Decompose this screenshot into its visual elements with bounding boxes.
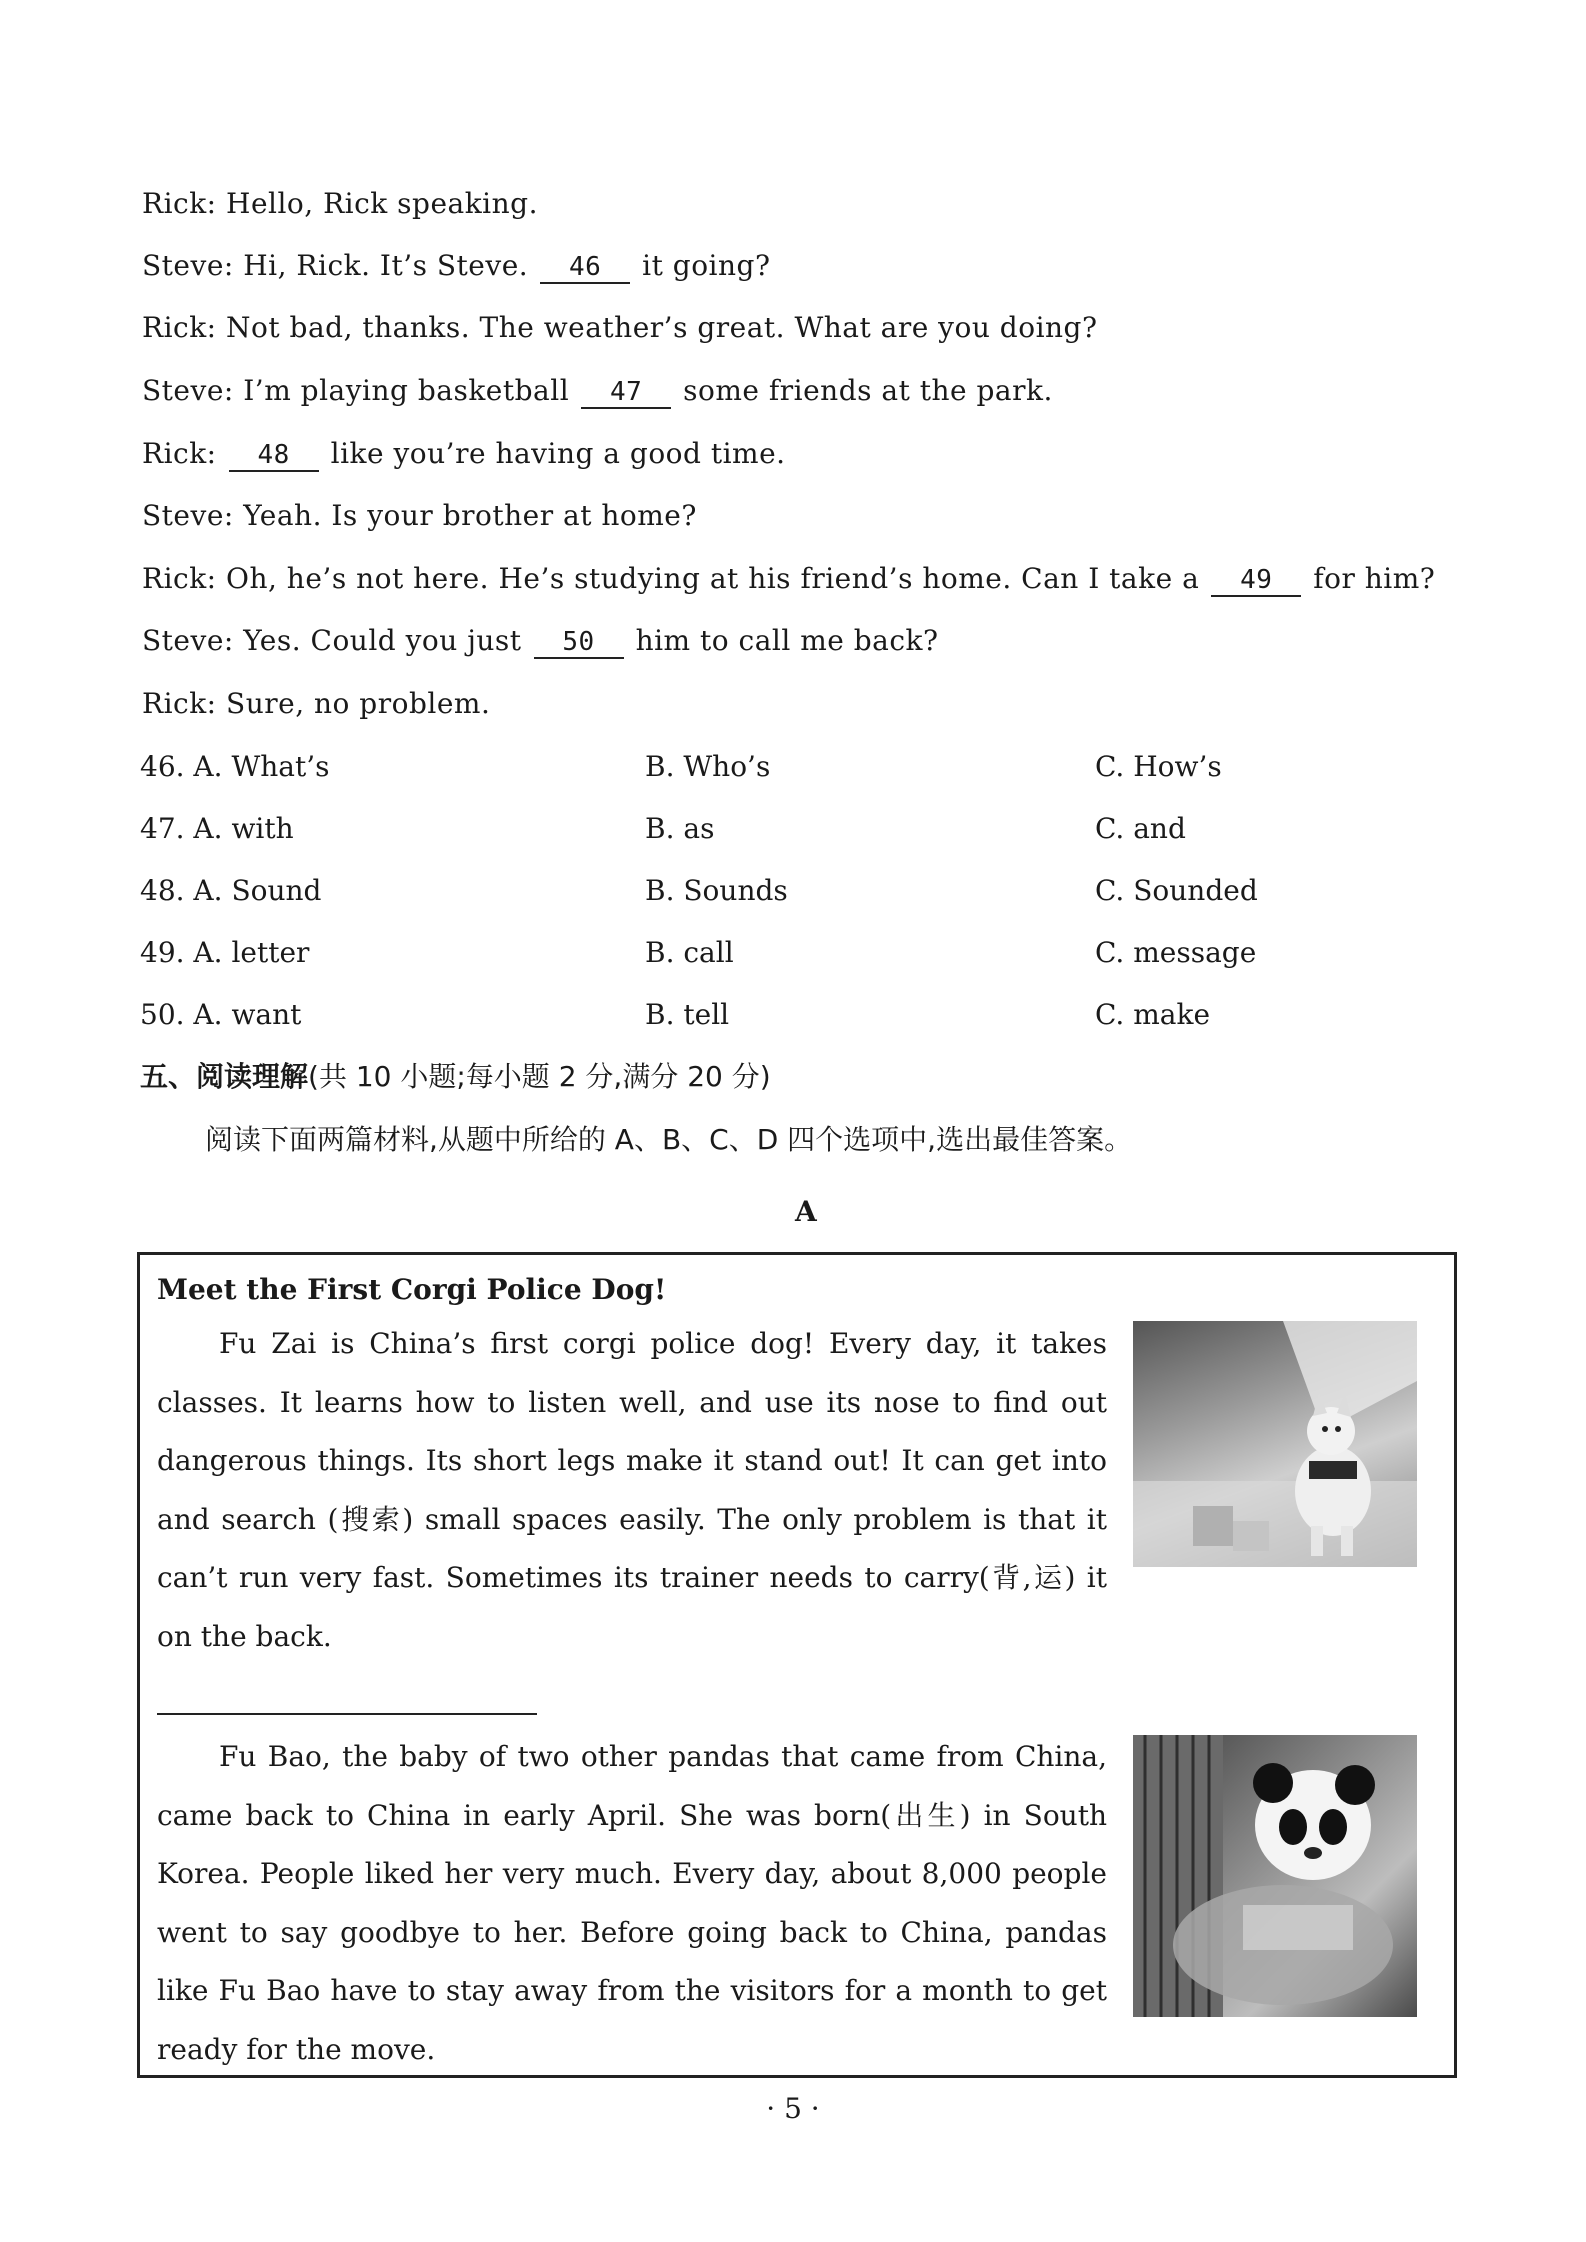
option-c[interactable]: C. and xyxy=(1095,812,1186,845)
dialogue-text: Rick: Hello, Rick speaking. xyxy=(142,187,538,220)
panda-photo xyxy=(1133,1735,1417,2017)
dialogue-text: Rick: Sure, no problem. xyxy=(142,687,491,720)
option-c[interactable]: C. message xyxy=(1095,936,1257,969)
dialogue-text: it going? xyxy=(642,249,771,282)
dialogue-line-4 xyxy=(142,374,1053,409)
option-a[interactable]: 50. A. want xyxy=(140,998,302,1031)
dialogue-line-6 xyxy=(142,499,697,532)
option-c[interactable]: C. How’s xyxy=(1095,750,1222,783)
dialogue-text: some friends at the park. xyxy=(683,374,1053,407)
answer-blank-48[interactable]: 48 xyxy=(229,440,319,472)
option-b[interactable]: B. Who’s xyxy=(645,750,771,783)
dialogue-line-3 xyxy=(142,311,1098,344)
answer-blank-50[interactable]: 50 xyxy=(534,627,624,659)
option-a[interactable]: 48. A. Sound xyxy=(140,874,322,907)
option-row-48 xyxy=(140,874,1440,914)
option-a[interactable]: 47. A. with xyxy=(140,812,294,845)
dialogue-line-2 xyxy=(142,249,770,284)
dialogue-text: Rick: xyxy=(142,437,217,470)
passage-paragraph-2: Fu Bao, the baby of two other pandas that came from China, came back to China in early April. She was born(出生) in South Korea. People liked her very much. Every day, about 8,000 people went to say goodbye to her. Before going back to China, pandas like Fu Bao have to stay away from the visitors for a month to get ready for the move. xyxy=(157,1740,1107,2066)
option-a[interactable]: 46. A. What’s xyxy=(140,750,330,783)
dialogue-text: Steve: Yes. Could you just xyxy=(142,624,522,657)
dialogue-line-9 xyxy=(142,687,490,720)
option-row-47 xyxy=(140,812,1440,852)
dialogue-text: Rick: Oh, he’s not here. He’s studying at his friend’s home. Can I take a xyxy=(142,562,1200,595)
section-title: 五、阅读理解 xyxy=(140,1060,309,1093)
dialogue-text: like you’re having a good time. xyxy=(330,437,786,470)
passage-label: A xyxy=(795,1195,817,1228)
dialogue-line-1 xyxy=(142,187,538,220)
passage-divider xyxy=(157,1713,537,1715)
option-b[interactable]: B. call xyxy=(645,936,734,969)
dialogue-text: Steve: Yeah. Is your brother at home? xyxy=(142,499,697,532)
dialogue-text: Steve: I’m playing basketball xyxy=(142,374,570,407)
section-instruction: 阅读下面两篇材料,从题中所给的 A、B、C、D 四个选项中,选出最佳答案。 xyxy=(205,1123,1133,1156)
option-b[interactable]: B. tell xyxy=(645,998,730,1031)
corgi-dog-illustration xyxy=(1133,1321,1417,1567)
option-a[interactable]: 49. A. letter xyxy=(140,936,310,969)
section-heading xyxy=(140,1055,771,1095)
option-row-46 xyxy=(140,750,1440,790)
dialogue-text: Rick: Not bad, thanks. The weather’s great. What are you doing? xyxy=(142,311,1098,344)
answer-blank-49[interactable]: 49 xyxy=(1211,565,1301,597)
passage-paragraph-1: Fu Zai is China’s first corgi police dog! Every day, it takes classes. It learns how to listen well, and use its nose to find out dangerous things. Its short legs make it stand out! It can get into and search (搜索) small spaces easily. The only problem is that it can’t run very fast. Sometimes its trainer needs to carry(背,运) it on the back. xyxy=(157,1327,1107,1653)
option-c[interactable]: C. make xyxy=(1095,998,1211,1031)
option-c[interactable]: C. Sounded xyxy=(1095,874,1258,907)
answer-blank-47[interactable]: 47 xyxy=(581,377,671,409)
answer-blank-46[interactable]: 46 xyxy=(540,252,630,284)
page-number: · 5 · xyxy=(766,2092,820,2125)
option-b[interactable]: B. as xyxy=(645,812,715,845)
option-row-50 xyxy=(140,998,1440,1038)
option-b[interactable]: B. Sounds xyxy=(645,874,788,907)
section-points: (共 10 小题;每小题 2 分,满分 20 分) xyxy=(308,1060,771,1093)
corgi-dog-photo xyxy=(1133,1321,1417,1567)
dialogue-line-8 xyxy=(142,624,939,659)
passage-box xyxy=(137,1252,1457,2078)
dialogue-text: for him? xyxy=(1313,562,1436,595)
panda-illustration xyxy=(1133,1735,1417,2017)
option-row-49 xyxy=(140,936,1440,976)
dialogue-text: him to call me back? xyxy=(635,624,939,657)
passage-title: Meet the First Corgi Police Dog! xyxy=(157,1273,667,1306)
dialogue-line-7 xyxy=(142,562,1435,597)
dialogue-text: Steve: Hi, Rick. It’s Steve. xyxy=(142,249,529,282)
dialogue-line-5 xyxy=(142,437,786,472)
